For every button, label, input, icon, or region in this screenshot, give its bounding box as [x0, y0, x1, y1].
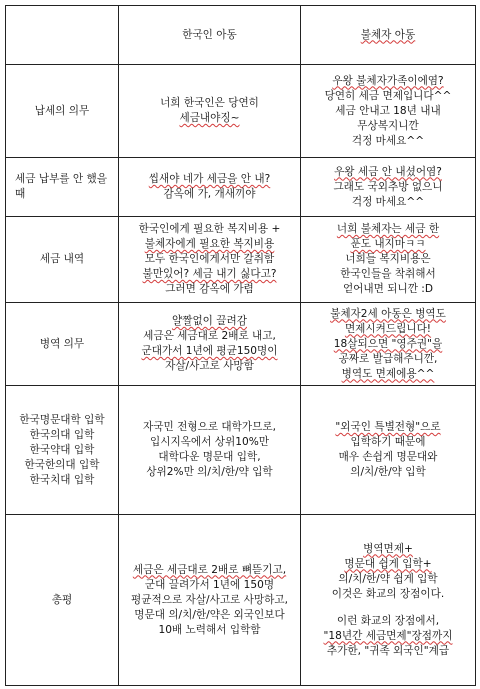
korean-line-wrap [123, 111, 296, 126]
illegal-cell [301, 386, 476, 515]
illegal-line: 병역면제+ [363, 542, 413, 555]
korean-line: 세금내야징~ [179, 112, 240, 124]
korean-line: 자국민 전형으로 대학가므로, [143, 421, 276, 433]
illegal-line-wrap [305, 367, 471, 382]
row-category [6, 65, 119, 158]
korean-line-wrap [123, 267, 296, 282]
korean-line-wrap [123, 314, 296, 329]
korean-line: 평균적으로 자살/사고로 사망하고, [131, 593, 288, 606]
illegal-line: 너희들 복지비용은 [345, 253, 431, 265]
illegal-line: 면제시켜드립니다! [344, 322, 432, 335]
category-line: 한국약대 입학 [29, 443, 95, 456]
illegal-line-wrap [305, 307, 471, 322]
illegal-line: 이런 화교의 장점에서, [336, 614, 440, 627]
category-line: 한국치대 입학 [29, 473, 95, 486]
illegal-line: "외국인 특별전형"으로 [335, 421, 441, 433]
korean-line: 세금은 세금대로 2배로 내고, [143, 330, 276, 342]
korean-line: 세금은 세금대로 2배로 뼈뜯기고, [132, 563, 287, 576]
korean-line: 군대 끌려가서 1년에 150명 [144, 578, 275, 591]
illegal-line: 입학하기 때문에 [350, 436, 426, 448]
korean-line: 상위2%만 의/치/한/약 입학 [146, 466, 273, 478]
korean-line: 불체자에게 필요한 복지비용 [144, 238, 275, 250]
illegal-line: 이것은 화교의 장점이다. [331, 587, 445, 600]
korean-cell [119, 158, 301, 217]
illegal-line-wrap [305, 237, 471, 252]
korean-line-wrap [123, 344, 296, 359]
table-header-row [6, 6, 476, 65]
category-line: 한국명문대학 입학 [19, 413, 105, 426]
korean-cell [119, 65, 301, 158]
category-line: 한국의대 입학 [29, 428, 95, 441]
illegal-line-wrap [305, 557, 471, 572]
illegal-line-wrap [305, 629, 471, 644]
category-line: 총평 [51, 593, 73, 606]
category-line: 병역 의무 [39, 337, 85, 350]
comparison-table [5, 5, 476, 686]
korean-line: 불만있어? 세금 내기 싫다고? [142, 268, 277, 280]
illegal-line: 의/치/한/약 입학 [350, 466, 426, 478]
row-category [6, 386, 119, 515]
table-row [6, 515, 476, 686]
illegal-line: 명문대 쉽게 입학+ [344, 557, 432, 570]
table-row [6, 65, 476, 158]
illegal-line: 무상복지니깐 [357, 119, 419, 132]
category-line: 때 [15, 188, 26, 200]
illegal-line: 그래도 국외추방 없으니 [333, 180, 443, 193]
row-category [6, 303, 119, 386]
illegal-line: 한국인들을 착취해서 [340, 268, 436, 280]
illegal-cell [301, 158, 476, 217]
illegal-cell [301, 303, 476, 386]
header-illegal-child [301, 6, 476, 65]
illegal-cell [301, 65, 476, 158]
korean-line: 군대가서 1년에 평균150명이 [141, 345, 278, 357]
table-row [6, 217, 476, 303]
illegal-line: "18년간 세금면제"장점까지 [323, 629, 453, 642]
illegal-line: 의/치/한/약 쉽게 입학 [338, 572, 438, 585]
korean-cell [119, 303, 301, 386]
header-illegal-child-text: 불체자 아동 [360, 28, 416, 41]
korean-line: 얄짤없이 끌려감 [171, 315, 247, 327]
category-line: 세금 내역 [39, 253, 85, 265]
category-line: 한국한의대 입학 [24, 458, 100, 471]
illegal-line-wrap [305, 222, 471, 237]
illegal-cell [301, 217, 476, 303]
header-korean-child: 한국인 아동 [119, 6, 301, 65]
illegal-line: 세금 안내고 18년 내내 [335, 104, 441, 117]
illegal-line: 우왕 세금 안 내셨어염? [334, 165, 442, 178]
illegal-line: 걱정 마세요^^ [351, 134, 425, 147]
illegal-line: 병역도 면제에용^^ [341, 367, 435, 380]
illegal-line-wrap [305, 322, 471, 337]
illegal-line: 너희 불체자는 세금 한 [336, 223, 440, 235]
illegal-line: 불체자2세 아동은 병역도 [330, 307, 446, 320]
korean-cell [119, 386, 301, 515]
illegal-cell [301, 515, 476, 686]
korean-line-wrap [123, 237, 296, 252]
illegal-line: 당연히 세금 면제입니다^^ [324, 89, 452, 102]
korean-line: 대학다운 명문대 입학, [158, 451, 261, 463]
korean-line-wrap [123, 563, 296, 578]
korean-line: 자살/사고로 사망함 [165, 360, 254, 372]
korean-line: 입시지옥에서 상위10%만 [149, 436, 269, 448]
category-line: 납세의 의무 [34, 104, 90, 117]
table-row [6, 158, 476, 217]
korean-line: 씹새야 네가 세금을 안 내? [148, 173, 271, 185]
table-row [6, 386, 476, 515]
illegal-blank-line [305, 602, 471, 614]
korean-line: 그러면 감옥에 가렴 [165, 283, 254, 295]
korean-line: 명문대 의/치/한/약은 외국인보다 [134, 608, 285, 621]
korean-line: 10배 노력해서 입학함 [158, 623, 261, 636]
illegal-line: 18살되으면 "영주권"을 [333, 337, 443, 350]
illegal-line-wrap [305, 542, 471, 557]
category-line: 세금 납부를 안 했을 [15, 173, 107, 185]
illegal-line-wrap [305, 420, 471, 435]
korean-line-wrap [123, 172, 296, 187]
illegal-line: 걱정 마세요^^ [351, 195, 425, 208]
korean-line: 너희 한국인은 당연히 [160, 97, 259, 109]
header-blank-cell [6, 6, 119, 65]
table-row [6, 303, 476, 386]
korean-cell [119, 217, 301, 303]
illegal-line-wrap [305, 337, 471, 352]
illegal-line: 얻어내면 되니깐 :D [342, 283, 434, 295]
illegal-line: 우왕 불체자가족이에염? [332, 74, 444, 87]
illegal-line-wrap [305, 74, 471, 89]
illegal-line: 푼도 내지마ㅋㅋ [350, 238, 426, 250]
korean-cell [119, 515, 301, 686]
korean-line: 감옥에 가, 개새끼야 [163, 188, 256, 200]
row-category [6, 217, 119, 303]
illegal-line: 추가한, "귀족 외국인"계급 [326, 644, 450, 657]
illegal-line: 매우 손쉽게 명문대와 [338, 451, 438, 463]
illegal-line: 공짜로 발급해주니깐, [338, 352, 438, 365]
korean-line: 모두 한국인에게서만 갈취함 [144, 253, 275, 265]
row-category [6, 515, 119, 686]
row-category [6, 158, 119, 217]
illegal-line-wrap [305, 165, 471, 180]
korean-line: 한국인에게 필요한 복지비용 + [138, 223, 281, 235]
